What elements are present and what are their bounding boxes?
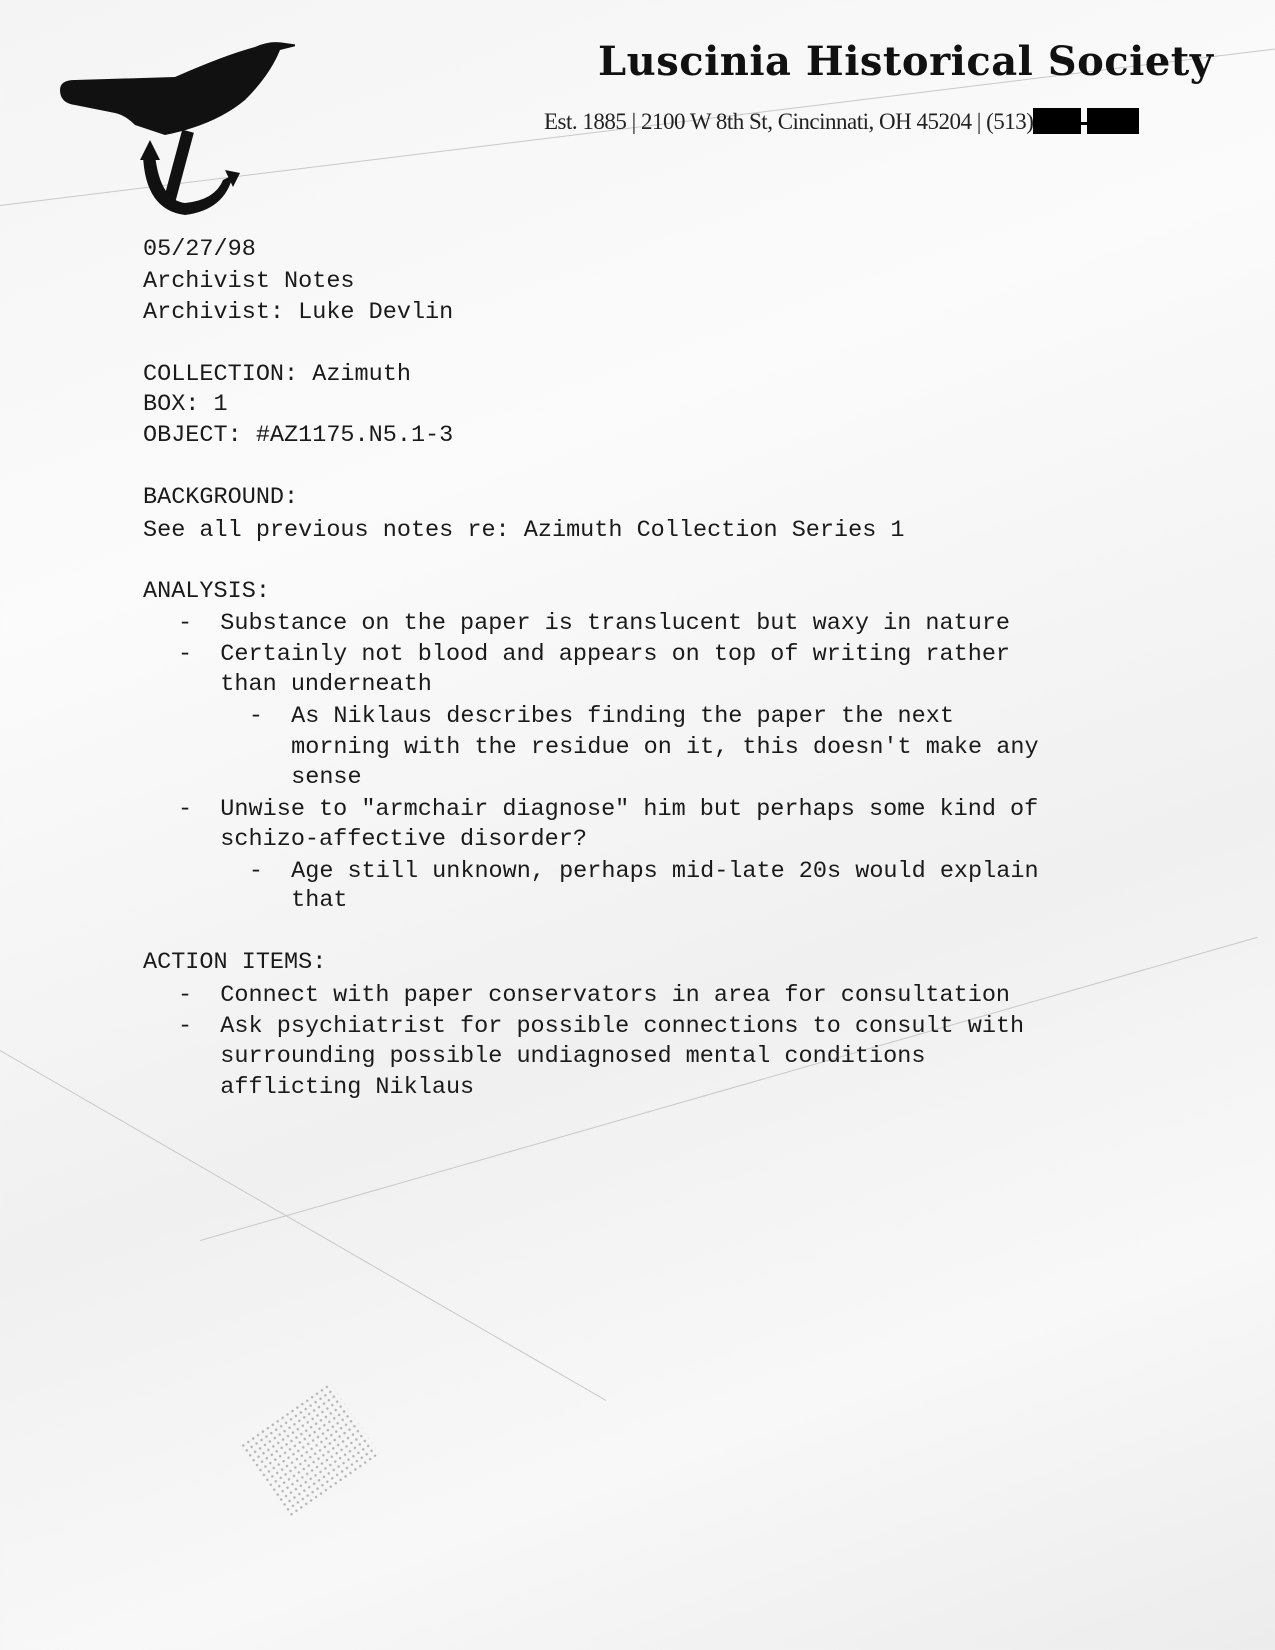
box-field: BOX: 1 <box>143 391 228 418</box>
action-item-line: - Connect with paper conservators in area for consultation <box>178 982 1011 1009</box>
action-items-heading: ACTION ITEMS: <box>143 949 327 976</box>
redaction-bar <box>1033 108 1081 134</box>
faint-qr-code <box>239 1382 381 1519</box>
analysis-line: - Age still unknown, perhaps mid-late 20s would explain <box>136 858 1039 885</box>
analysis-line: morning with the residue on it, this doesn't make any <box>136 734 1039 761</box>
analysis-line: - As Niklaus describes finding the paper the next <box>136 703 954 730</box>
analysis-line: - Certainly not blood and appears on top of writing rather <box>178 641 1011 668</box>
analysis-line: sense <box>136 764 362 791</box>
analysis-heading: ANALYSIS: <box>143 578 270 605</box>
archivist-name: Archivist: Luke Devlin <box>143 299 454 326</box>
organization-details: Est. 1885 | 2100 W 8th St, Cincinnati, OH 45204 | (513) <box>544 108 1139 135</box>
analysis-line: - Substance on the paper is translucent but waxy in nature <box>178 610 1011 637</box>
analysis-line: than underneath <box>178 671 432 698</box>
note-date: 05/27/98 <box>143 236 256 263</box>
analysis-line: that <box>136 887 348 914</box>
background-text: See all previous notes re: Azimuth Collection Series 1 <box>143 517 905 544</box>
analysis-line: schizo-affective disorder? <box>178 826 587 853</box>
organization-name: Luscinia Historical Society <box>598 38 1214 85</box>
object-field: OBJECT: #AZ1175.N5.1-3 <box>143 422 454 449</box>
action-item-line: afflicting Niklaus <box>178 1074 475 1101</box>
paper-crease <box>0 1050 606 1401</box>
redaction-bar <box>1087 108 1139 134</box>
note-heading: Archivist Notes <box>143 268 355 295</box>
collection-field: COLLECTION: Azimuth <box>143 361 411 388</box>
background-heading: BACKGROUND: <box>143 484 299 511</box>
action-item-line: - Ask psychiatrist for possible connections to consult with <box>178 1013 1025 1040</box>
analysis-line: - Unwise to "armchair diagnose" him but perhaps some kind of <box>178 796 1039 823</box>
bird-anchor-logo-icon <box>55 35 295 220</box>
action-item-line: surrounding possible undiagnosed mental conditions <box>178 1043 926 1070</box>
